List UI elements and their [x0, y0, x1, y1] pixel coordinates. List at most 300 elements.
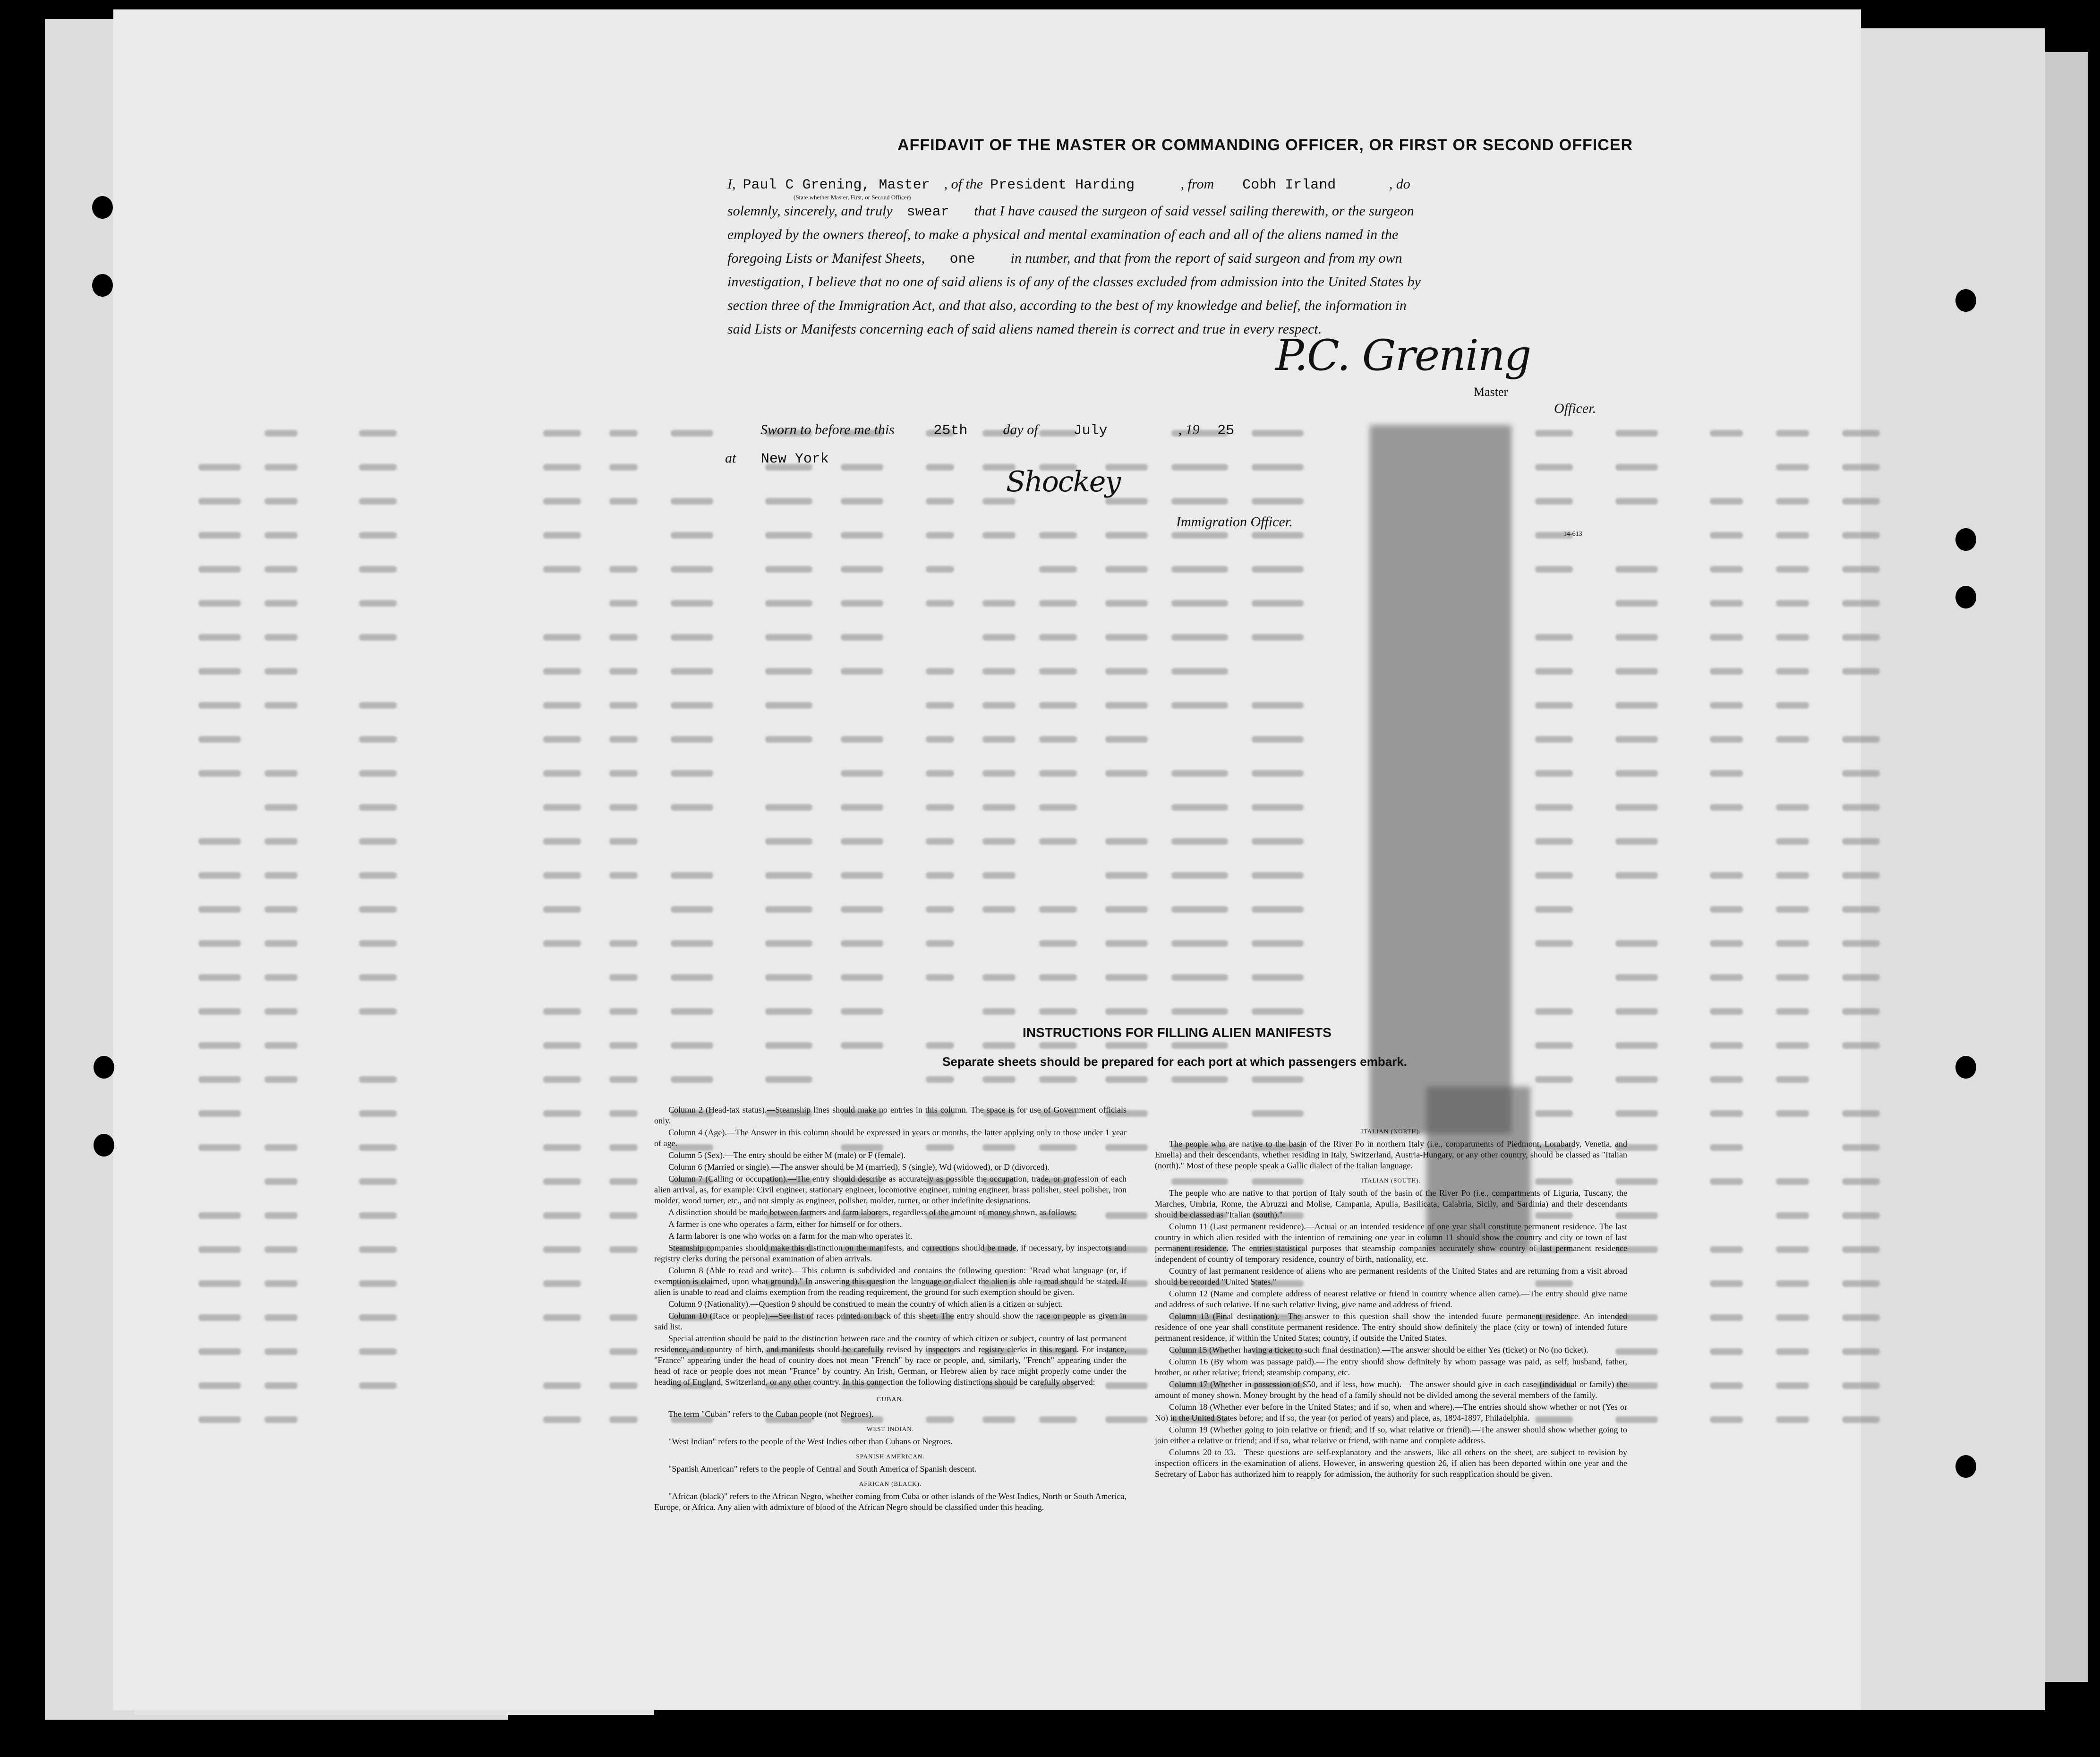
bleed-through-mark [265, 1246, 298, 1253]
bleed-through-mark [1776, 464, 1809, 471]
bleed-through-mark [982, 498, 1016, 505]
bleed-through-mark [1842, 566, 1880, 573]
bleed-through-mark [543, 498, 581, 505]
bleed-through-mark [1776, 1178, 1809, 1185]
instruction-paragraph: Column 16 (By whom was passage paid).—The entry should show definitely by whom passage was paid, as self; husband, father, brother, or other relative; friend; steamship company, etc. [1155, 1357, 1627, 1377]
instruction-paragraph: A farmer is one who operates a farm, either for himself or for others. [668, 1219, 902, 1229]
bleed-through-mark [609, 940, 638, 947]
bleed-through-mark [198, 1246, 241, 1253]
bleed-through-mark [1171, 600, 1228, 607]
bleed-through-mark [1535, 770, 1573, 777]
affidavit-line-5: investigation, I believe that no one of said aliens is of any of the classes excluded from admission into the United States by [727, 274, 1421, 290]
bleed-through-mark [982, 702, 1016, 709]
from-label: , from [1180, 176, 1214, 192]
bleed-through-mark [1535, 736, 1573, 743]
bleed-through-mark [265, 498, 298, 505]
bleed-through-mark [198, 736, 241, 743]
bleed-through-mark [1105, 770, 1148, 777]
bleed-through-mark [543, 532, 581, 539]
bleed-through-mark [359, 736, 397, 743]
bleed-through-mark [1535, 566, 1573, 573]
bleed-through-mark [671, 702, 713, 709]
bleed-through-mark [841, 940, 883, 947]
bleed-through-mark [359, 600, 397, 607]
bleed-through-mark [1842, 804, 1880, 811]
bleed-through-mark [265, 1280, 298, 1287]
bleed-through-mark [265, 702, 298, 709]
officer-label: Officer. [1554, 401, 1596, 416]
bleed-through-mark [1710, 1416, 1743, 1423]
bleed-through-mark [841, 1042, 883, 1049]
bleed-through-mark [1776, 872, 1809, 879]
bleed-through-mark [1710, 872, 1743, 879]
bleed-through-mark [1615, 736, 1658, 743]
instruction-paragraph: Column 8 (Able to read and write).—This column is subdivided and contains the following question: "Read what language (or, if exemption is claimed, upon what ground)." In answering this question the language or dialect the alien is able to read should be stated. If alien is unable to read and claims exemption from the reading requirement, the ground for such exemption should be given. [654, 1266, 1127, 1297]
bleed-through-mark [1535, 430, 1573, 437]
bleed-through-mark [1171, 974, 1228, 981]
instruction-paragraph: "West Indian" refers to the people of the West Indies other than Cubans or Negroes. [668, 1437, 953, 1446]
bleed-through-mark [543, 668, 581, 675]
sworn-month: July [1073, 423, 1108, 439]
bleed-through-mark [841, 668, 883, 675]
bleed-through-mark [359, 1110, 397, 1117]
of-the-label: , of the [944, 176, 983, 192]
bleed-through-mark [1039, 736, 1077, 743]
bleed-through-mark [1252, 498, 1304, 505]
bleed-through-mark [265, 464, 298, 471]
instruction-paragraph: Steamship companies should make this distinction on the manifests, and corrections should be made, if necessary, by inspectors and registry clerks during the personal examination of alien arrivals. [654, 1243, 1127, 1263]
bleed-through-mark [1776, 1382, 1809, 1389]
bleed-through-mark [1710, 532, 1743, 539]
instructions-left-column [654, 1105, 1127, 1514]
bleed-through-mark [1710, 1008, 1743, 1015]
bleed-through-mark [1776, 600, 1809, 607]
bleed-through-mark [265, 430, 298, 437]
bleed-through-mark [982, 600, 1016, 607]
bleed-through-mark [841, 498, 883, 505]
bleed-through-mark [609, 634, 638, 641]
bleed-through-mark [1252, 634, 1304, 641]
bleed-through-mark [1710, 736, 1743, 743]
bleed-through-mark [671, 940, 713, 947]
bleed-through-mark [1615, 668, 1658, 675]
bleed-through-mark [265, 770, 298, 777]
bleed-through-mark [543, 1212, 581, 1219]
bleed-through-mark [543, 634, 581, 641]
bleed-through-mark [1535, 668, 1573, 675]
bleed-through-mark [1615, 940, 1658, 947]
bleed-through-mark [1039, 566, 1077, 573]
bleed-through-mark [841, 804, 883, 811]
bleed-through-mark [265, 1212, 298, 1219]
bleed-through-mark [1615, 498, 1658, 505]
bleed-through-mark [1252, 600, 1304, 607]
bleed-through-mark [1710, 1314, 1743, 1321]
bleed-through-mark [1615, 702, 1658, 709]
bleed-through-mark [609, 1144, 638, 1151]
bleed-through-mark [1776, 1348, 1809, 1355]
bleed-through-mark [359, 804, 397, 811]
bleed-through-mark [1710, 430, 1743, 437]
bleed-through-mark [1171, 906, 1228, 913]
bleed-through-mark [1776, 974, 1809, 981]
bleed-through-mark [1535, 702, 1573, 709]
bleed-through-mark [265, 600, 298, 607]
bleed-through-mark [543, 1110, 581, 1117]
bleed-through-mark [198, 566, 241, 573]
bleed-through-mark [198, 906, 241, 913]
bleed-through-mark [1615, 1008, 1658, 1015]
bleed-through-mark [543, 770, 581, 777]
bleed-through-mark [1039, 1076, 1077, 1083]
bleed-through-mark [359, 1144, 397, 1151]
bleed-through-mark [359, 770, 397, 777]
bleed-through-mark [1039, 668, 1077, 675]
sheet-count: one [949, 251, 975, 267]
bleed-through-mark [1105, 702, 1148, 709]
bleed-through-mark [982, 974, 1016, 981]
instruction-paragraph: A farm laborer is one who works on a farm for the man who operates it. [668, 1231, 913, 1241]
punch-hole [1955, 586, 1976, 609]
bleed-through-mark [1615, 634, 1658, 641]
bleed-through-mark [1252, 872, 1304, 879]
bleed-through-mark [1039, 804, 1077, 811]
bleed-through-mark [265, 804, 298, 811]
bleed-through-mark [1039, 770, 1077, 777]
bleed-through-mark [609, 464, 638, 471]
bleed-through-mark [609, 1348, 638, 1355]
bleed-through-mark [671, 770, 713, 777]
bleed-through-mark [1710, 498, 1743, 505]
punch-hole [1955, 289, 1976, 312]
bleed-through-mark [359, 940, 397, 947]
bleed-through-mark [1710, 634, 1743, 641]
bleed-through-mark [671, 736, 713, 743]
bleed-through-mark [1105, 498, 1148, 505]
bleed-through-mark [1535, 1042, 1573, 1049]
bleed-through-mark [982, 872, 1016, 879]
bleed-through-mark [609, 736, 638, 743]
bleed-through-mark [359, 1076, 397, 1083]
bleed-through-mark [198, 1110, 241, 1117]
bleed-through-mark [265, 1416, 298, 1423]
bleed-through-mark [1710, 702, 1743, 709]
text: in number, and that from the report of said surgeon and from my own [1010, 250, 1402, 266]
bleed-through-mark [1710, 566, 1743, 573]
bleed-through-mark [359, 1382, 397, 1389]
bleed-through-mark [671, 498, 713, 505]
bleed-through-mark [1105, 940, 1148, 947]
bleed-through-mark [1105, 838, 1148, 845]
bleed-through-mark [265, 974, 298, 981]
bleed-through-mark [671, 566, 713, 573]
bleed-through-mark [359, 906, 397, 913]
affidavit-title: AFFIDAVIT OF THE MASTER OR COMMANDING OFFICER, OR FIRST OR SECOND OFFICER [897, 136, 1633, 154]
bleed-through-mark [982, 634, 1016, 641]
bleed-through-mark [198, 1042, 241, 1049]
bleed-through-mark [609, 1178, 638, 1185]
bleed-through-mark [359, 702, 397, 709]
instruction-paragraph: Column 9 (Nationality).—Question 9 should be construed to mean the country of which alien is a citizen or subject. [668, 1299, 1063, 1309]
bleed-through-mark [609, 770, 638, 777]
master-signature: P.C. Grening [1275, 331, 1531, 380]
bleed-through-mark [1615, 974, 1658, 981]
bleed-through-mark [265, 1178, 298, 1185]
bleed-through-mark [543, 1416, 581, 1423]
bleed-through-mark [671, 532, 713, 539]
punch-hole [94, 1056, 114, 1079]
bleed-through-mark [543, 872, 581, 879]
bleed-through-mark [359, 1212, 397, 1219]
sworn-line [760, 418, 1234, 443]
sworn-place: New York [760, 451, 829, 467]
bleed-through-mark [982, 532, 1016, 539]
text: at [725, 450, 736, 466]
bleed-through-mark [1039, 600, 1077, 607]
bleed-through-mark [609, 1416, 638, 1423]
bleed-through-mark [926, 736, 954, 743]
bleed-through-mark [671, 906, 713, 913]
bleed-through-mark [1252, 838, 1304, 845]
instruction-paragraph: Column 12 (Name and complete address of nearest relative or friend in country whence alien came).—The entry should give name and address of such relative. If no such relative living, give name and address of friend. [1155, 1289, 1627, 1309]
instructions-subtitle: Separate sheets should be prepared for each port at which passengers embark. [942, 1054, 1407, 1069]
bleed-through-mark [1252, 906, 1304, 913]
bleed-through-mark [1171, 838, 1228, 845]
bleed-through-mark [1776, 566, 1809, 573]
bleed-through-mark [1710, 1042, 1743, 1049]
bleed-through-mark [198, 1212, 241, 1219]
departure-port: Cobh Irland [1242, 177, 1336, 193]
bleed-through-mark [198, 634, 241, 641]
bleed-through-mark [198, 1144, 241, 1151]
instruction-paragraph: Column 17 (Whether in possession of $50, and if less, how much).—The answer should give in each case (individual or family) the amount of money shown. Money brought by the head of a family should not be divided among the several members of the family. [1155, 1380, 1627, 1400]
bleed-through-mark [198, 498, 241, 505]
bleed-through-mark [765, 872, 812, 879]
bleed-through-mark [609, 1314, 638, 1321]
i-label: I, [727, 176, 736, 192]
bleed-through-mark [609, 498, 638, 505]
bleed-through-mark [1171, 702, 1228, 709]
bleed-through-mark [1535, 1076, 1573, 1083]
bleed-through-mark [1535, 634, 1573, 641]
bleed-through-mark [982, 906, 1016, 913]
bleed-through-mark [543, 804, 581, 811]
instruction-paragraph: The term "Cuban" refers to the Cuban people (not Negroes). [668, 1409, 874, 1419]
bleed-through-mark [1535, 872, 1573, 879]
bleed-through-mark [1710, 906, 1743, 913]
bleed-through-mark [1776, 702, 1809, 709]
bleed-through-mark [1776, 1314, 1809, 1321]
bleed-through-mark [359, 634, 397, 641]
bleed-through-mark [198, 702, 241, 709]
bleed-through-mark [1171, 770, 1228, 777]
bleed-through-mark [1842, 1008, 1880, 1015]
instruction-paragraph: Column 13 (Final destination).—The answer to this question shall show the intended future permanent residence. An intended residence of one year shall constitute permanent residence. The entry should show definitely the place (city or town) of intended future permanent residence, if within the United States; country, if outside the United States. [1155, 1311, 1627, 1343]
bleed-through-mark [1535, 940, 1573, 947]
bleed-through-mark [1776, 634, 1809, 641]
bleed-through-mark [1615, 770, 1658, 777]
sworn-day: 25th [933, 423, 968, 439]
bleed-through-mark [359, 498, 397, 505]
bleed-through-mark [543, 1246, 581, 1253]
bleed-through-mark [1710, 1076, 1743, 1083]
bleed-through-mark [1171, 1042, 1228, 1049]
text: foregoing Lists or Manifest Sheets, [727, 250, 925, 266]
bleed-through-mark [359, 838, 397, 845]
instruction-paragraph: A distinction should be made between farmers and farm laborers, regardless of the amount of money shown, as follows: [668, 1208, 1076, 1217]
bleed-through-mark [359, 532, 397, 539]
bleed-through-mark [198, 1008, 241, 1015]
instruction-paragraph: Country of last permanent residence of aliens who are permanent residents of the United States and are returning from a visit abroad should be recorded "United States." [1155, 1266, 1627, 1286]
bleed-through-mark [198, 1076, 241, 1083]
section-heading: ITALIAN (NORTH). [1361, 1128, 1421, 1135]
bleed-through-mark [265, 1314, 298, 1321]
bleed-through-mark [609, 1008, 638, 1015]
bleed-through-mark [1842, 668, 1880, 675]
bleed-through-mark [1615, 804, 1658, 811]
bleed-through-mark [671, 634, 713, 641]
bleed-through-mark [265, 838, 298, 845]
bleed-through-mark [1776, 1212, 1809, 1219]
bleed-through-mark [926, 872, 954, 879]
punch-hole [1955, 528, 1976, 551]
bleed-through-mark [926, 838, 954, 845]
punch-hole [92, 196, 113, 219]
bleed-through-mark [543, 566, 581, 573]
bleed-through-mark [841, 974, 883, 981]
bleed-through-mark [198, 600, 241, 607]
bleed-through-mark [1252, 804, 1304, 811]
bleed-through-mark [1039, 634, 1077, 641]
bleed-through-mark [841, 464, 883, 471]
punch-hole [1955, 1455, 1976, 1478]
bleed-through-mark [1039, 532, 1077, 539]
bleed-through-mark [1710, 804, 1743, 811]
text: that I have caused the surgeon of said vessel sailing therewith, or the surgeon [974, 203, 1414, 219]
bleed-through-mark [1776, 804, 1809, 811]
section-heading: CUBAN. [876, 1396, 905, 1403]
bleed-through-mark [1252, 770, 1304, 777]
bleed-through-mark [841, 532, 883, 539]
bleed-through-mark [926, 566, 954, 573]
bleed-through-mark [1105, 532, 1148, 539]
bleed-through-mark [1252, 974, 1304, 981]
bleed-through-mark [841, 634, 883, 641]
bleed-through-mark [265, 634, 298, 641]
section-heading: SPANISH AMERICAN. [856, 1453, 925, 1460]
bleed-through-mark [609, 1246, 638, 1253]
affidavit-line-7: said Lists or Manifests concerning each of said aliens named therein is correct and true in every respect. [727, 321, 1322, 337]
bleed-through-mark [1039, 1008, 1077, 1015]
bleed-through-mark [1776, 430, 1809, 437]
bleed-through-mark [765, 1076, 812, 1083]
bleed-through-mark [841, 838, 883, 845]
section-heading: ITALIAN (SOUTH). [1361, 1177, 1421, 1184]
bleed-through-mark [1842, 872, 1880, 879]
bleed-through-mark [841, 1008, 883, 1015]
bleed-through-mark [1776, 668, 1809, 675]
sworn-place-line [725, 446, 829, 471]
bleed-through-mark [1842, 430, 1880, 437]
bleed-through-mark [198, 668, 241, 675]
affidavit-line-3: employed by the owners thereof, to make a physical and mental examination of each and all of the aliens named in the [727, 227, 1399, 242]
bleed-through-mark [1252, 1110, 1304, 1117]
bleed-through-mark [543, 1178, 581, 1185]
bleed-through-mark [982, 770, 1016, 777]
instruction-paragraph: Column 10 (Race or people).—See list of races printed on back of this sheet. The entry should show the race or people as given in said list. [654, 1311, 1127, 1331]
bleed-through-mark [926, 804, 954, 811]
bleed-through-mark [1535, 804, 1573, 811]
master-rank: , Master [862, 177, 930, 193]
bleed-through-mark [841, 906, 883, 913]
bleed-through-mark [1105, 668, 1148, 675]
text: solemnly, sincerely, and truly [727, 203, 893, 219]
bleed-through-mark [609, 566, 638, 573]
bleed-through-mark [1252, 1076, 1304, 1083]
bleed-through-mark [609, 1382, 638, 1389]
bleed-through-mark [1710, 1144, 1743, 1151]
bleed-through-mark [1615, 872, 1658, 879]
bleed-through-mark [198, 1382, 241, 1389]
bleed-through-mark [198, 872, 241, 879]
sworn-year: 25 [1217, 423, 1235, 439]
bleed-through-mark [926, 770, 954, 777]
bleed-through-mark [198, 1416, 241, 1423]
bleed-through-mark [1105, 974, 1148, 981]
text: Sworn to before me this [760, 422, 895, 437]
bleed-through-mark [671, 1042, 713, 1049]
bleed-through-mark [1171, 566, 1228, 573]
bleed-through-mark [765, 1008, 812, 1015]
bleed-through-mark [198, 974, 241, 981]
instruction-paragraph: "Spanish American" refers to the people of Central and South America of Spanish descent. [668, 1464, 977, 1474]
bleed-through-mark [265, 1144, 298, 1151]
bleed-through-mark [609, 430, 638, 437]
instructions-right-column [1155, 1122, 1627, 1481]
bleed-through-mark [926, 498, 954, 505]
bleed-through-mark [1710, 1382, 1743, 1389]
bleed-through-mark [1105, 736, 1148, 743]
bleed-through-mark [1171, 872, 1228, 879]
bleed-through-mark [1535, 838, 1573, 845]
bleed-through-mark [609, 974, 638, 981]
bleed-through-mark [1842, 1212, 1880, 1219]
bleed-through-mark [765, 974, 812, 981]
bleed-through-mark [1615, 566, 1658, 573]
bleed-through-mark [671, 668, 713, 675]
bleed-through-mark [265, 872, 298, 879]
bleed-through-mark [1105, 906, 1148, 913]
instruction-paragraph: Column 19 (Whether going to join relative or friend; and if so, what relative or friend).—The answer should show whether going to join either a relative or friend; and if so, what relative or friend, with name and complete address. [1155, 1425, 1627, 1445]
bleed-through-mark [1776, 906, 1809, 913]
bleed-through-mark [671, 430, 713, 437]
bleed-through-mark [359, 1246, 397, 1253]
instruction-paragraph: The people who are native to that portion of Italy south of the basin of the River Po (i.e., compartments of Liguria, Tuscany, the Marches, Umbria, Rome, the Abruzzi and Molise, Campania, Apulia, Basilicata, Calabria, Sicily, and Sardinia) and their descendants should be classed as "Italian (south)." [1155, 1188, 1627, 1219]
bleed-through-mark [1710, 974, 1743, 981]
bleed-through-mark [1039, 940, 1077, 947]
bleed-through-mark [765, 600, 812, 607]
bleed-through-mark [1535, 464, 1573, 471]
bleed-through-mark [1776, 1416, 1809, 1423]
bleed-through-mark [198, 532, 241, 539]
bleed-through-mark [1842, 1314, 1880, 1321]
bleed-through-mark [1710, 1178, 1743, 1185]
bleed-through-mark [765, 532, 812, 539]
bleed-through-mark [1535, 498, 1573, 505]
bleed-through-mark [926, 600, 954, 607]
bleed-through-mark [841, 566, 883, 573]
bleed-through-mark [1776, 532, 1809, 539]
